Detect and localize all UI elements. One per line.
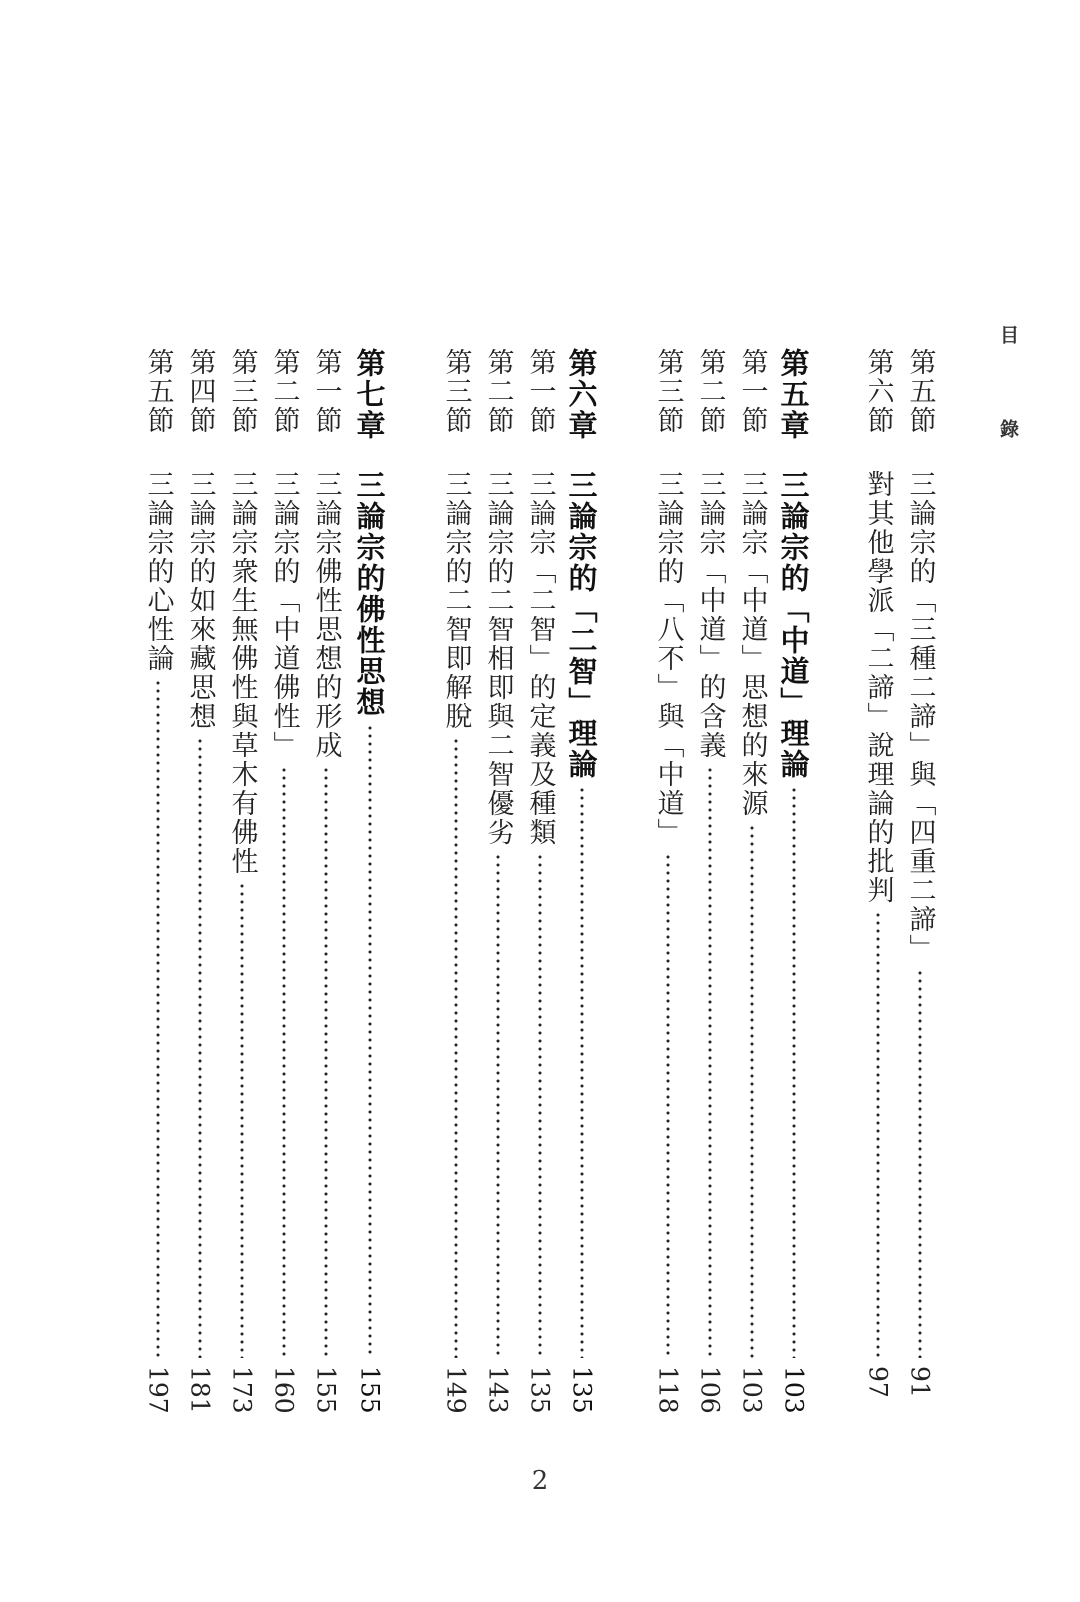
entry-page-number: 135 <box>525 1366 555 1414</box>
entry-title: 三論宗的二智即解脫 <box>440 470 472 731</box>
entry-page-number: 155 <box>311 1366 341 1414</box>
chapter-label: 第六章 <box>564 348 599 441</box>
toc-entry-ch7-sec2[interactable] <box>264 348 304 1448</box>
entry-title: 三論宗衆生無佛性與草木有佛性 <box>226 470 258 876</box>
entry-label: 第三節 <box>226 348 258 435</box>
toc-entry-ch6-sec3[interactable] <box>436 348 476 1448</box>
toc-entry-ch7-sec3[interactable] <box>222 348 262 1448</box>
entry-label: 第五節 <box>904 348 936 435</box>
page-folio-number: 2 <box>531 1466 549 1496</box>
entry-label: 第四節 <box>184 348 216 435</box>
toc-entry-ch7-sec4[interactable] <box>180 348 220 1448</box>
toc-entry-ch7-sec5[interactable] <box>138 348 178 1448</box>
entry-label: 第二節 <box>694 348 726 435</box>
dot-leader <box>239 882 245 1358</box>
toc-entry-ch4-sec5[interactable] <box>900 348 940 1448</box>
toc-entry-ch5-sec3[interactable] <box>648 348 688 1448</box>
entry-page-number: 106 <box>695 1366 725 1414</box>
dot-leader <box>495 853 501 1358</box>
chapter-title: 三論宗的「中道」理論 <box>776 470 811 780</box>
entry-label: 第三節 <box>652 348 684 435</box>
chapter-title: 三論宗的佛性思想 <box>352 470 387 718</box>
dot-leader <box>281 766 287 1358</box>
chapter-label: 第五章 <box>776 348 811 441</box>
entry-title: 三論宗「中道」的含義 <box>694 470 726 760</box>
dot-leader <box>791 786 797 1358</box>
entry-page-number: 135 <box>567 1366 597 1414</box>
toc-entry-ch6-sec2[interactable] <box>478 348 518 1448</box>
running-head: 目 錄 <box>997 325 1019 472</box>
entry-page-number: 91 <box>905 1366 935 1398</box>
entry-title: 對其他學派「二諦」說理論的批判 <box>862 470 894 905</box>
entry-page-number: 197 <box>143 1366 173 1414</box>
entry-title: 三論宗佛性思想的形成 <box>310 470 342 760</box>
entry-title: 三論宗的二智相即與二智優劣 <box>482 470 514 847</box>
dot-leader <box>323 766 329 1358</box>
entry-label: 第一節 <box>310 348 342 435</box>
toc-entry-chapter-7[interactable] <box>350 348 390 1448</box>
dot-leader <box>453 737 459 1358</box>
toc-entry-chapter-5[interactable] <box>774 348 814 1448</box>
entry-page-number: 118 <box>653 1366 683 1414</box>
entry-label: 第六節 <box>862 348 894 435</box>
dot-leader <box>367 724 373 1358</box>
dot-leader <box>155 679 161 1358</box>
entry-label: 第三節 <box>440 348 472 435</box>
entry-title: 三論宗的「中道佛性」 <box>268 470 300 760</box>
dot-leader <box>875 911 881 1358</box>
dot-leader <box>917 969 923 1358</box>
entry-page-number: 149 <box>441 1366 471 1414</box>
dot-leader <box>665 853 671 1358</box>
entry-page-number: 173 <box>227 1366 257 1414</box>
dot-leader <box>749 824 755 1358</box>
chapter-title: 三論宗的「二智」理論 <box>564 470 599 780</box>
toc-entry-ch5-sec2[interactable] <box>690 348 730 1448</box>
entry-page-number: 97 <box>863 1366 893 1398</box>
dot-leader <box>579 786 585 1358</box>
dot-leader <box>197 737 203 1358</box>
toc-entry-ch5-sec1[interactable] <box>732 348 772 1448</box>
toc-entry-chapter-6[interactable] <box>562 348 602 1448</box>
entry-label: 第一節 <box>736 348 768 435</box>
entry-page-number: 160 <box>269 1366 299 1414</box>
entry-page-number: 143 <box>483 1366 513 1414</box>
entry-title: 三論宗的「三種二諦」與「四重二諦」 <box>904 470 936 963</box>
entry-page-number: 103 <box>737 1366 767 1414</box>
toc-entry-ch4-sec6[interactable] <box>858 348 898 1448</box>
toc-entry-ch6-sec1[interactable] <box>520 348 560 1448</box>
entry-title: 三論宗「中道」思想的來源 <box>736 470 768 818</box>
entry-label: 第五節 <box>142 348 174 435</box>
toc-entry-ch7-sec1[interactable] <box>306 348 346 1448</box>
entry-page-number: 155 <box>355 1366 385 1414</box>
entry-title: 三論宗的如來藏思想 <box>184 470 216 731</box>
entry-title: 三論宗的「八不」與「中道」 <box>652 470 684 847</box>
chapter-label: 第七章 <box>352 348 387 441</box>
entry-label: 第一節 <box>524 348 556 435</box>
entry-label: 第二節 <box>482 348 514 435</box>
entry-title: 三論宗的心性論 <box>142 470 174 673</box>
entry-page-number: 181 <box>185 1366 215 1414</box>
entry-title: 三論宗「二智」的定義及種類 <box>524 470 556 847</box>
entry-page-number: 103 <box>779 1366 809 1414</box>
entry-label: 第二節 <box>268 348 300 435</box>
dot-leader <box>707 766 713 1358</box>
dot-leader <box>537 853 543 1358</box>
